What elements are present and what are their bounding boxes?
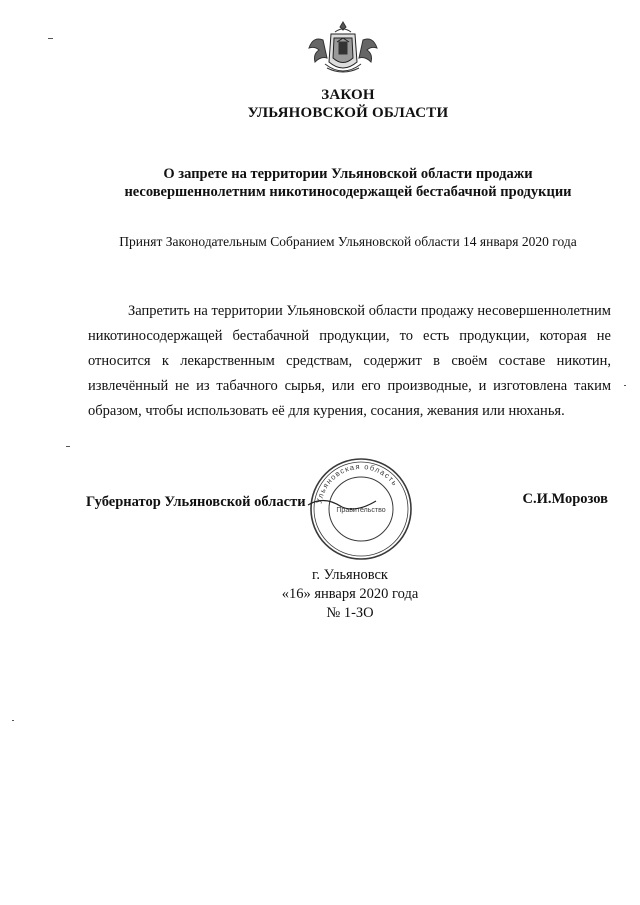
signatory-name: С.И.Морозов bbox=[522, 491, 608, 507]
law-subject-line1: О запрете на территории Ульяновской области продажи bbox=[163, 166, 533, 182]
signatory-position: Губернатор Ульяновской области bbox=[86, 494, 306, 510]
stamp-center-text: Правительство bbox=[336, 507, 386, 514]
svg-text:Ульяновская область bbox=[314, 462, 400, 504]
place-and-date bbox=[200, 566, 500, 623]
law-title-line2: УЛЬЯНОВСКОЙ ОБЛАСТИ bbox=[247, 105, 449, 121]
scan-speck bbox=[12, 720, 14, 721]
law-title bbox=[0, 86, 640, 122]
scan-speck bbox=[66, 446, 70, 447]
scan-speck bbox=[624, 385, 626, 386]
date-line: «16» января 2020 года bbox=[281, 586, 419, 602]
law-subject bbox=[60, 165, 636, 201]
scan-speck bbox=[48, 38, 53, 39]
official-stamp-icon bbox=[306, 457, 416, 562]
city-line: г. Ульяновск bbox=[312, 567, 388, 583]
law-title-line1: ЗАКОН bbox=[321, 87, 375, 103]
law-subject-line2: несовершеннолетним никотиносодержащей бестабачной продукции bbox=[124, 184, 572, 200]
law-number: № 1-ЗО bbox=[326, 605, 374, 621]
adoption-note: Принят Законодательным Собранием Ульяновской области 14 января 2020 года bbox=[119, 234, 577, 249]
coat-of-arms-icon bbox=[305, 18, 381, 78]
stamp-ring-text: Ульяновская область bbox=[314, 461, 400, 505]
law-body-paragraph: Запретить на территории Ульяновской области продажу несовершеннолетним никотиносодержащей бестабачной продукции, то есть продукции, которая не относится к лекарственным средствам, содержит в своём составе никотин, извлечённый не из табачного сырья, или его производные, и изготовлена таким образом, чтобы использовать её для курения, сосания, жевания или нюханья. bbox=[88, 303, 611, 419]
